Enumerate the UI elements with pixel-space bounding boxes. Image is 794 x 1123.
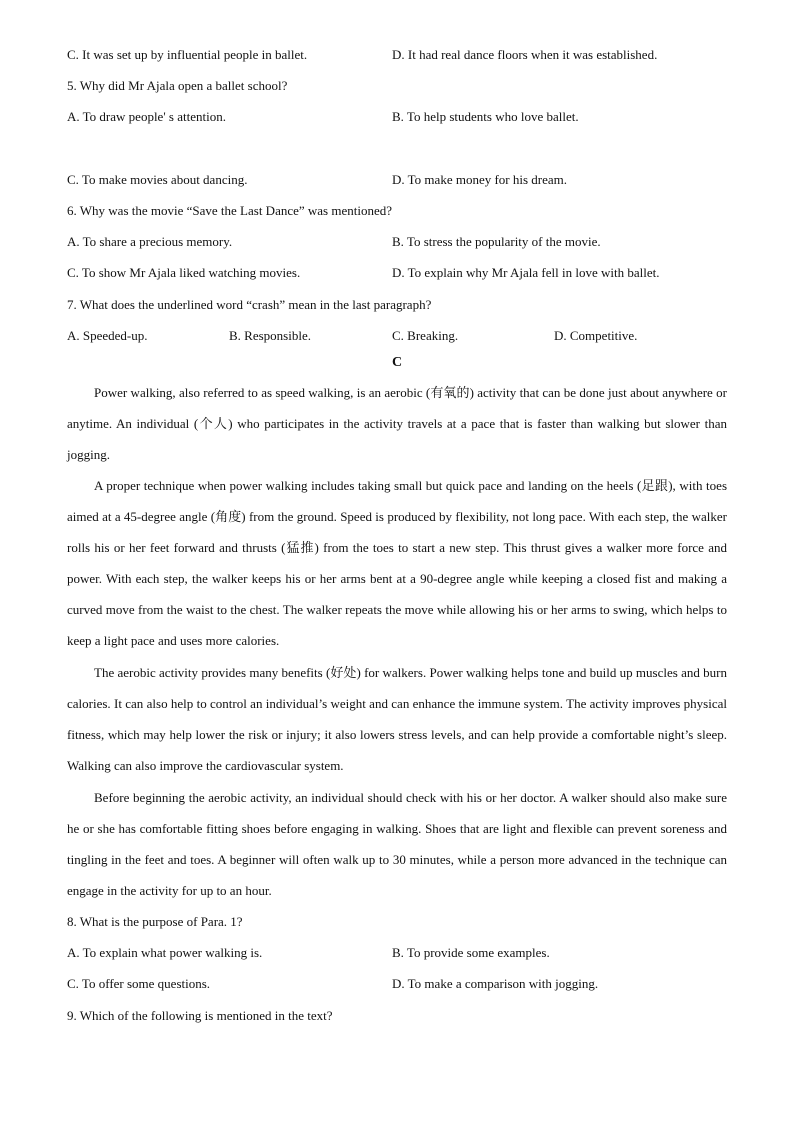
section-heading: C [391,355,403,370]
q6-option-b: B. To stress the popularity of the movie. [392,234,601,249]
passage-paragraph-2: A proper technique when power walking includes taking small but quick pace and landing on the heels (足跟), with toes aimed at a 45-degree angle (角度) from the ground. Speed is produced by flexibility, not long pace. With each step, the walker rolls his or her feet forward and thrusts (猛推) from the toes to start a new step. This thrust gives a walker more force and power. With each step, the walker keeps his or her arms bent at a 90-degree angle while keeping a closed fist and making a curved move from the waist to the chest. The walker repeats the move while allowing his or her arms to swing, which helps to keep a light pace and uses more calories. [67,478,727,648]
passage-paragraph-3: The aerobic activity provides many benefits (好处) for walkers. Power walking helps tone and build up muscles and burn calories. It can also help to control an individual’s weight and can enhance the immune system. The activity improves physical fitness, which may help lower the risk or injury; it also lowers stress levels, and can help provide a comfortable night’s sleep. Walking can also improve the cardiovascular system. [67,665,727,773]
q8-option-d: D. To make a comparison with jogging. [392,976,599,991]
q5-option-b: B. To help students who love ballet. [392,109,579,124]
passage-paragraph-1: Power walking, also referred to as speed walking, is an aerobic (有氧的) activity that can be done just about anywhere or anytime. An individual (个人) who participates in the activity travels at a pace that is faster than walking but slower than jogging. [67,385,727,462]
q8-option-c: C. To offer some questions. [67,976,211,991]
q4-option-d: D. It had real dance floors when it was established. [392,47,658,62]
q5-stem: 5. Why did Mr Ajala open a ballet school? [67,78,288,93]
q6-option-a: A. To share a precious memory. [67,234,233,249]
q5-option-a: A. To draw people' s attention. [67,109,226,124]
q5-option-c: C. To make movies about dancing. [67,172,248,187]
q8-option-a: A. To explain what power walking is. [67,945,263,960]
q7-option-d: D. Competitive. [554,328,638,343]
q4-option-c: C. It was set up by influential people in ballet. [67,47,308,62]
q6-option-d: D. To explain why Mr Ajala fell in love with ballet. [392,265,660,280]
q9-stem: 9. Which of the following is mentioned in the text? [67,1008,333,1023]
q7-option-c: C. Breaking. [392,328,459,343]
q7-option-b: B. Responsible. [229,328,311,343]
q7-stem: 7. What does the underlined word “crash” mean in the last paragraph? [67,297,432,312]
passage-paragraph-4: Before beginning the aerobic activity, an individual should check with his or her doctor. A walker should also make sure he or she has comfortable fitting shoes before engaging in walking. Shoes that are light and flexible can prevent soreness and tingling in the feet and toes. A beginner will often walk up to 30 minutes, while a person more advanced in the technique can engage in the activity for up to an hour. [67,790,727,898]
q5-option-d: D. To make money for his dream. [392,172,568,187]
q8-option-b: B. To provide some examples. [392,945,550,960]
q6-option-c: C. To show Mr Ajala liked watching movies. [67,265,301,280]
q7-option-a: A. Speeded-up. [67,328,148,343]
q8-stem: 8. What is the purpose of Para. 1? [67,914,243,929]
q6-stem: 6. Why was the movie “Save the Last Dance” was mentioned? [67,203,393,218]
